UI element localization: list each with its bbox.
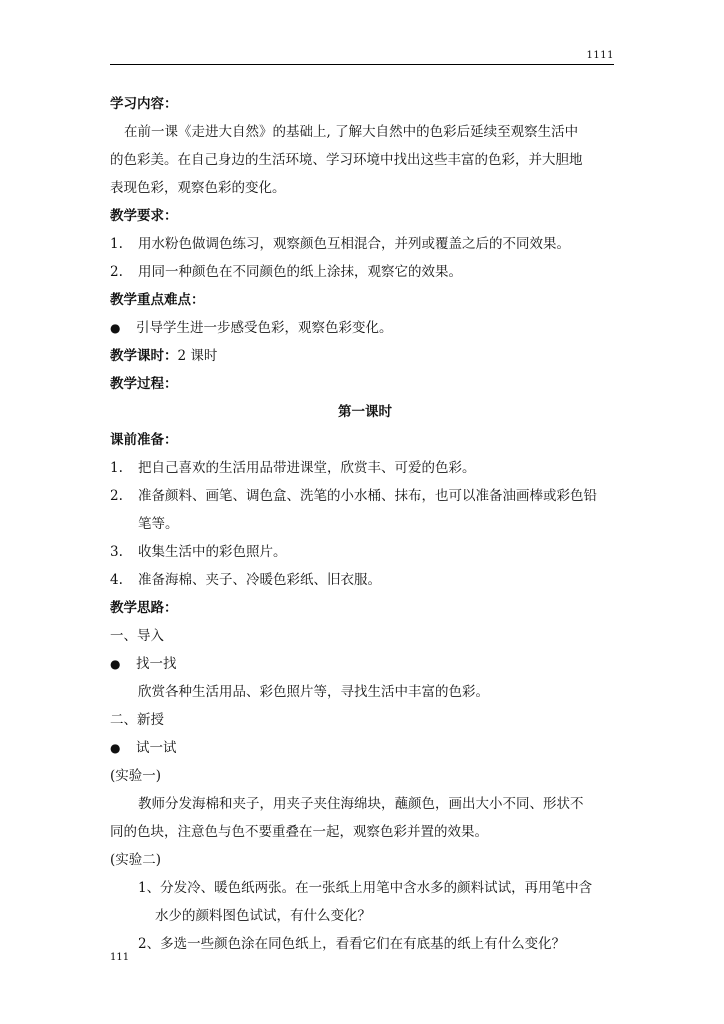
header-rule [110,64,614,65]
header-page-marker: 1111 [586,50,614,61]
heading-learning-content: 学习内容： [110,96,178,112]
bullet-text: 试一试 [136,740,177,756]
paragraph-line: 欣赏各种生活用品、彩色照片等，寻找生活中丰富的色彩。 [138,684,489,700]
list-item [110,482,620,510]
lesson-title: 第一课时 [338,404,392,420]
list-text: 笔等。 [138,516,179,532]
heading-preparation: 课前准备： [110,432,178,448]
list-item [110,538,620,566]
hours-value: 2 课时 [177,348,218,364]
list-number: 4. [110,572,123,588]
list-text: 用同一种颜色在不同颜色的纸上涂抹，观察它的效果。 [138,264,462,280]
bullet-item [110,314,620,342]
heading-key-points: 教学重点难点： [110,292,205,308]
heading-teaching-ideas: 教学思路： [110,600,178,616]
paragraph-line: 2、多选一些颜色涂在同色纸上，看看它们在有底基的纸上有什么变化？ [138,936,566,952]
paragraph-line: 在前一课《走进大自然》的基础上, 了解大自然中的色彩后延续至观察生活中 [124,124,579,140]
bullet-item [110,734,620,762]
paragraph-line: 教师分发海棉和夹子，用夹子夹住海绵块，蘸颜色，画出大小不同、形状不 [138,796,584,812]
list-item-continued [110,510,620,538]
list-number: 2. [110,264,123,280]
document-body [110,90,620,958]
paragraph-line: 1、分发冷、暖色纸两张。在一张纸上用笔中含水多的颜料试试，再用笔中含 [138,880,593,896]
paragraph-line: 表现色彩，观察色彩的变化。 [110,180,286,196]
bullet-text: 找一找 [136,656,177,672]
list-text: 收集生活中的彩色照片。 [138,544,287,560]
bullet-item [110,650,620,678]
bullet-icon: ● [110,741,121,755]
list-item [110,258,620,286]
list-text: 把自己喜欢的生活用品带进课堂，欣赏丰、可爱的色彩。 [138,460,476,476]
list-number: 1. [110,460,123,476]
list-item [110,566,620,594]
list-text: 准备海棉、夹子、冷暖色彩纸、旧衣服。 [138,572,381,588]
heading-process: 教学过程： [110,376,178,392]
list-number: 1. [110,236,123,252]
paragraph-line: 的色彩美。在自己身边的生活环境、学习环境中找出这些丰富的色彩，并大胆地 [110,152,583,168]
heading-requirements: 教学要求： [110,208,178,224]
heading-hours: 教学课时： [110,348,178,364]
list-item [110,454,620,482]
list-number: 3. [110,544,123,560]
footer-page-marker: 111 [110,952,130,963]
list-text: 准备颜料、画笔、调色盒、洗笔的小水桶、抹布，也可以准备油画棒或彩色铅 [138,488,597,504]
list-text: 用水粉色做调色练习，观察颜色互相混合，并列或覆盖之后的不同效果。 [138,236,570,252]
section-intro: 一、导入 [110,628,164,644]
experiment-label: (实验二) [110,852,162,868]
bullet-text: 引导学生进一步感受色彩，观察色彩变化。 [136,320,393,336]
experiment-label: (实验一) [110,768,162,784]
hours-line [110,342,620,370]
bullet-icon: ● [110,657,121,671]
list-number: 2. [110,488,123,504]
paragraph-line: 水少的颜料图色试试，有什么变化？ [155,908,371,924]
paragraph-line: 同的色块，注意色与色不要重叠在一起，观察色彩并置的效果。 [110,824,488,840]
bullet-icon: ● [110,321,121,335]
list-item [110,230,620,258]
section-new-lesson: 二、新授 [110,712,164,728]
